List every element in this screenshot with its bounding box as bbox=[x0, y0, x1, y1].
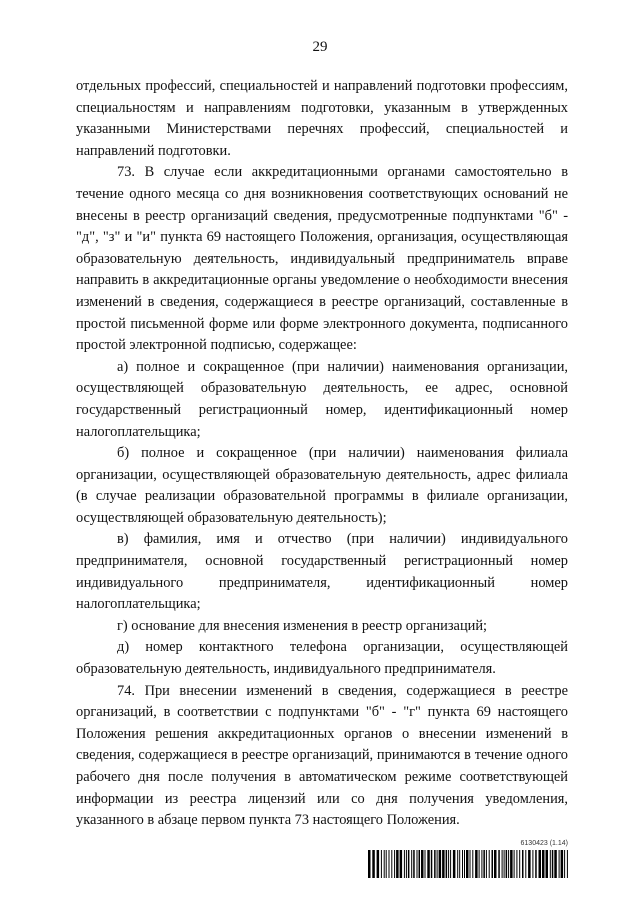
paragraph-subitem-b: б) полное и сокращенное (при наличии) наименования филиала организации, осуществляющей образовательную деятельность, адрес филиала (в случае реализации образовательной программы в филиале организации, осуществляющей образовательную деятельность); bbox=[76, 445, 568, 526]
page-number: 29 bbox=[312, 39, 328, 55]
stamp-code: 6130423 (1.14) bbox=[520, 840, 568, 847]
document-stamp bbox=[368, 840, 568, 878]
paragraph-item-73: 73. В случае если аккредитационными органами самостоятельно в течение одного месяца со дня возникновения соответствующих оснований не внесены в реестр организаций сведения, предусмотренные подпунктами "б" - "д", "з" и "и" пункта 69 настоящего Положения, организация, осуществляющая образовательную деятельность, индивидуальный предприниматель вправе направить в аккредитационные органы уведомление о необходимости внесения изменений в сведения, содержащиеся в реестре организаций, составленные в простой письменной форме или форме электронного документа, подписанного простой электронной подписью, содержащее: bbox=[76, 164, 568, 354]
paragraph-subitem-g: г) основание для внесения изменения в реестр организаций; bbox=[117, 617, 488, 634]
paragraph-subitem-d: д) номер контактного телефона организации, осуществляющей образовательную деятельность, индивидуального предпринимателя. bbox=[76, 639, 568, 678]
paragraph-subitem-v: в) фамилия, имя и отчество (при наличии) индивидуального предпринимателя, основной государственный регистрационный номер индивидуального предпринимателя, идентификационный номер налогоплательщика; bbox=[76, 531, 568, 613]
document-body bbox=[76, 76, 568, 832]
paragraph-item-74: 74. При внесении изменений в сведения, содержащиеся в реестре организаций, в соответствии с подпунктами "б" - "г" пункта 69 настоящего Положения решения аккредитационных органов о внесении изменений в сведения, содержащиеся в реестре организаций, принимаются в течение одного рабочего дня после получения в автоматическом режиме соответствующей информации из реестра лицензий или со дня получения уведомления, указанного в абзаце первом пункта 73 настоящего Положения. bbox=[76, 682, 568, 829]
paragraph-subitem-a: а) полное и сокращенное (при наличии) наименования организации, осуществляющей образовательную деятельность, ее адрес, основной государственный регистрационный номер, идентификационный номер налогоплательщика; bbox=[76, 358, 568, 440]
barcode-icon bbox=[368, 850, 568, 878]
paragraph-continuation: отдельных профессий, специальностей и направлений подготовки профессиям, специальностям и направлениям подготовки, указанным в утвержденных указанными Министерствами перечнях профессий, специальностей и направлений подготовки. bbox=[76, 78, 568, 159]
